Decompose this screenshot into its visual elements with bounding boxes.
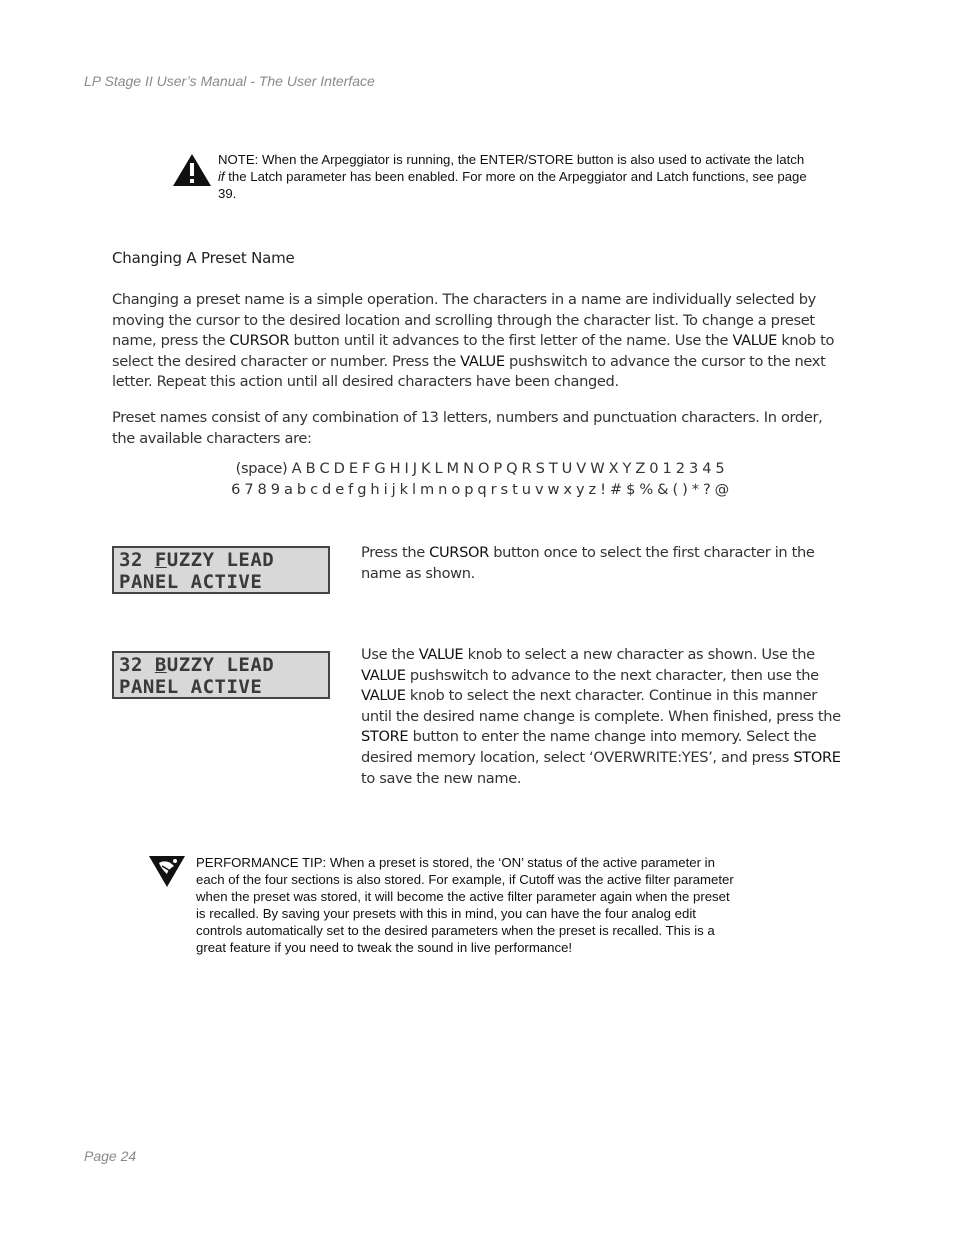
cursor-keyword: CURSOR bbox=[429, 544, 489, 561]
character-list-line-1: (space) A B C D E F G H I J K L M N O P Q R S T U V W X Y Z 0 1 2 3 4 5 bbox=[235, 460, 725, 477]
character-list-line-2: 6 7 8 9 a b c d e f g h i j k l m n o p q r s t u v w x y z ! # $ % & ( ) * ? @ bbox=[231, 480, 729, 498]
page-number: Page 24 bbox=[84, 1148, 137, 1164]
note-text: NOTE: When the Arpeggiator is running, the ENTER/STORE button is also used to activate the latch if the Latch parameter has been enabled. For more on the Arpeggiator and Latch functions, see page 39. bbox=[218, 152, 807, 201]
lcd-display-buzzy: 32 BUZZY LEAD PANEL ACTIVE bbox=[112, 651, 330, 699]
characters-paragraph: Preset names consist of any combination of 13 letters, numbers and punctuation characters. In order, the available characters are: bbox=[112, 409, 823, 447]
performance-tip-text: PERFORMANCE TIP: When a preset is stored, the ‘ON’ status of the active parameter in each of the four sections is also stored. For example, if Cutoff was the active filter parameter when the preset was stored, it will become the active filter parameter again when the preset is recalled. By saving your presets with this in mind, you can have the four analog edit controls automatically set to the desired parameters when the preset is recalled. This is a great feature if you need to tweak the sound in live performance! bbox=[196, 855, 734, 955]
running-header: LP Stage II User’s Manual - The User Interface bbox=[84, 73, 375, 89]
cursor-keyword: CURSOR bbox=[229, 332, 290, 350]
value-keyword: VALUE bbox=[732, 332, 778, 350]
step-2-text: Use the VALUE knob to select a new character as shown. Use the VALUE pushswitch to advance to the next character, then use the VALUE knob to select the next character. Continue in this manner until the desired name change is complete. When finished, press the STORE button to enter the name change into memory. Select the desired memory location, select ‘OVERWRITE:YES’, and press STORE to save the new name. bbox=[361, 646, 841, 787]
character-list bbox=[112, 459, 848, 500]
section-heading: Changing A Preset Name bbox=[112, 249, 295, 267]
intro-paragraph: Changing a preset name is a simple operation. The characters in a name are individually selected by moving the cursor to the desired location and scrolling through the character list. To change a preset name, press the CURSOR button until it advances to the first letter of the name. Use the VALUE knob to select the desired character or number. Press the VALUE pushswitch to advance the cursor to the next letter. Repeat this action until all desired characters have been changed. bbox=[112, 291, 835, 391]
lcd-display-fuzzy: 32 FUZZY LEAD PANEL ACTIVE bbox=[112, 546, 330, 594]
value-keyword: VALUE bbox=[460, 352, 505, 370]
store-keyword: STORE bbox=[793, 748, 841, 766]
value-keyword: VALUE bbox=[361, 687, 406, 705]
store-keyword: STORE bbox=[361, 728, 409, 746]
performance-tip-icon bbox=[148, 854, 186, 888]
value-keyword: VALUE bbox=[418, 646, 464, 663]
lcd-cursor-character: F bbox=[154, 549, 167, 571]
step-1-text: Press the CURSOR button once to select the first character in the name as shown. bbox=[361, 544, 815, 582]
warning-triangle-icon bbox=[172, 153, 212, 187]
value-keyword: VALUE bbox=[361, 666, 406, 684]
lcd-cursor-character: B bbox=[154, 654, 167, 676]
